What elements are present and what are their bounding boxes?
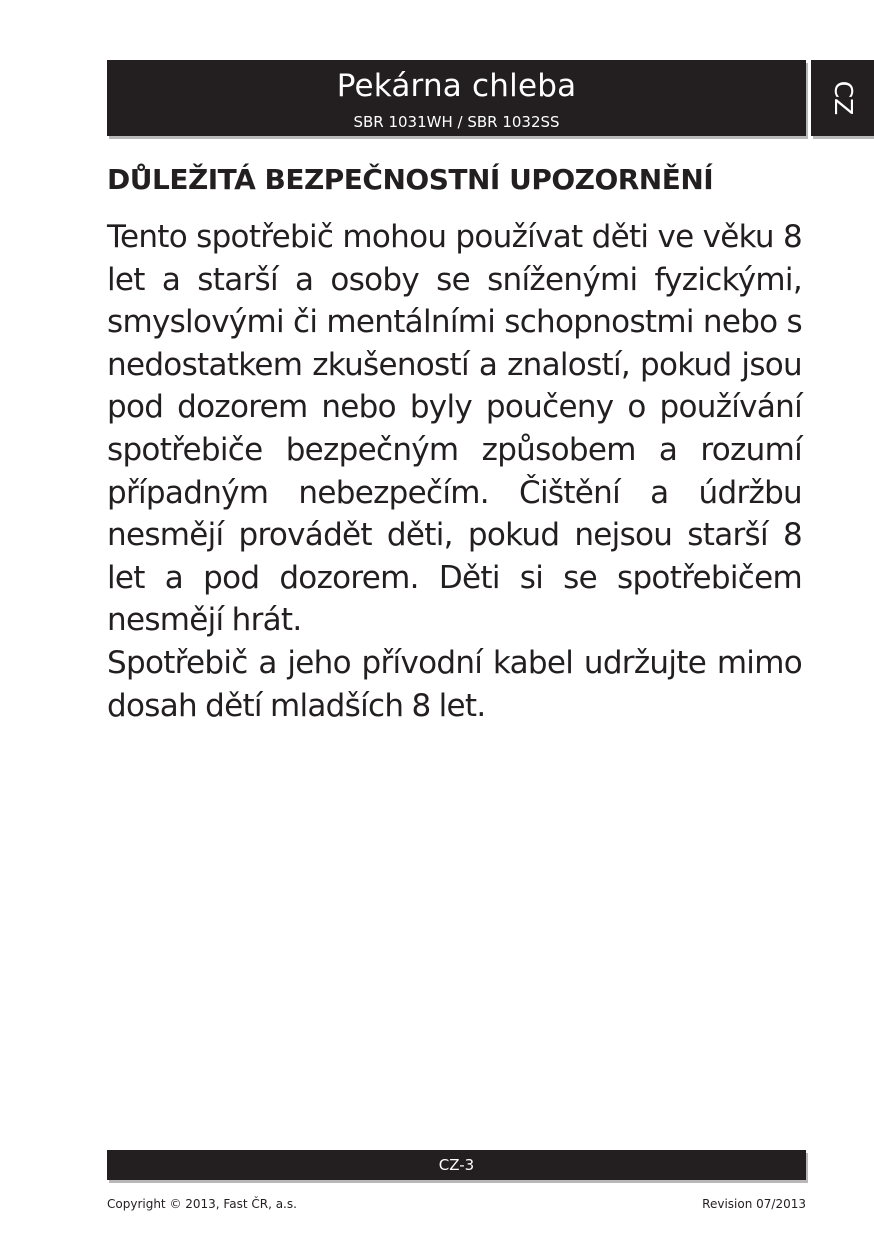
copyright-notice: Copyright © 2013, Fast ČR, a.s. (107, 1197, 297, 1211)
paragraph: Spotřebič a jeho přívodní kabel udržujte mimo dosah dětí mladších 8 let. (107, 644, 802, 724)
language-code: CZ (828, 80, 858, 116)
section-heading: DŮLEŽITÁ BEZPEČNOSTNÍ UPOZORNĚNÍ (107, 163, 714, 196)
model-numbers: SBR 1031WH / SBR 1032SS (353, 113, 560, 131)
page-number: CZ-3 (438, 1156, 475, 1174)
page-header (107, 60, 806, 136)
paragraph: Tento spotřebič mohou používat děti ve věku 8 let a starší a osoby se sníženými fyzickými, smyslovými či mentálními schopnostmi nebo s nedostatkem zkušeností a znalostí, pokud jsou pod dozorem nebo byly poučeny o používání spotřebiče bezpečným způsobem a rozumí případným nebezpečím. Čištění a údržbu nesmějí provádět děti, pokud nejsou starší 8 let a pod dozorem. Děti si se spotřebičem nesmějí hrát. (107, 219, 802, 639)
page-footer-bar (107, 1150, 806, 1180)
safety-warning-text (107, 216, 802, 727)
revision-label: Revision 07/2013 (702, 1197, 806, 1211)
language-tab (811, 60, 874, 136)
document-title: Pekárna chleba (336, 68, 577, 104)
